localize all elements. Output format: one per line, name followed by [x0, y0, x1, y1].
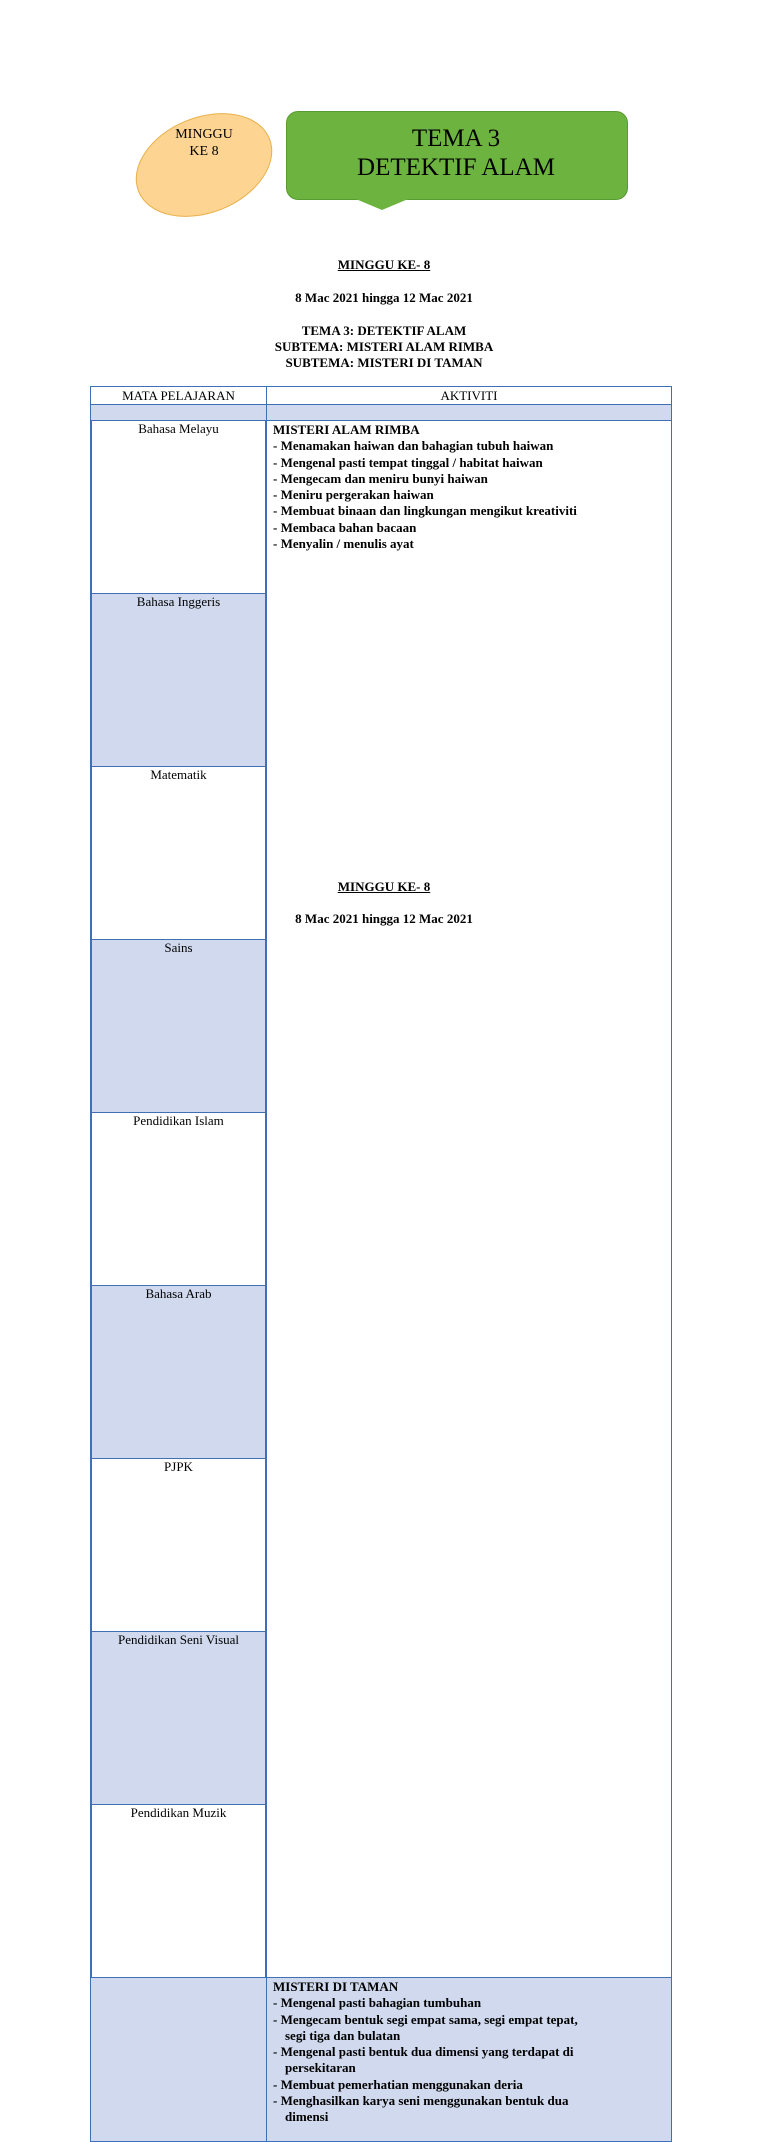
subject-label: Bahasa Arab [92, 1286, 266, 1459]
subject-list [91, 421, 266, 1977]
list-item: - Menghasilkan karya seni menggunakan bentuk dua dimensi [273, 2093, 569, 2125]
subject-label: Sains [92, 940, 266, 1113]
table-header-row [91, 387, 672, 405]
subject-label: Bahasa Melayu [92, 421, 266, 594]
list-item: - Membuat pemerhatian menggunakan deria [273, 2076, 523, 2092]
subject-label: Bahasa Inggeris [92, 594, 266, 767]
subject-item [92, 1459, 266, 1632]
subject-item [92, 940, 266, 1113]
theme-banner-line2: DETEKTIF ALAM [357, 154, 555, 181]
week-title: MINGGU KE- 8 [337, 257, 431, 272]
section-title: MISTERI ALAM RIMBA [273, 422, 420, 437]
date-range: 8 Mac 2021 hingga 12 Mac 2021 [295, 290, 473, 305]
activity-list [273, 438, 667, 552]
section-title: MISTERI DI TAMAN [273, 1979, 399, 1994]
list-item: - Mengecam bentuk segi empat sama, segi empat tepat, segi tiga dan bulatan [273, 2011, 578, 2043]
week-badge-line1: MINGGU [175, 127, 233, 142]
list-item: - Mengenal pasti bentuk dua dimensi yang terdapat di persekitaran [273, 2044, 574, 2076]
footer-week-title: MINGGU KE- 8 [337, 879, 431, 894]
list-item: - Menyalin / menulis ayat [273, 536, 414, 552]
list-item: - Mengecam dan meniru bunyi haiwan [273, 470, 488, 486]
table-row [91, 1978, 672, 2142]
spacer-cell [91, 405, 267, 421]
activity-cell-di-taman [267, 1978, 672, 2142]
list-item: - Meniru pergerakan haiwan [273, 487, 434, 503]
week-badge-shape [120, 94, 288, 236]
subject-label: Pendidikan Islam [92, 1113, 266, 1286]
activity-table [90, 386, 672, 2142]
subtheme-1: SUBTEMA: MISTERI ALAM RIMBA [274, 339, 494, 354]
header-activity: AKTIVITI [267, 387, 672, 405]
list-item: - Membaca bahan bacaan [273, 519, 417, 535]
subtheme-2: SUBTEMA: MISTERI DI TAMAN [285, 355, 483, 370]
subject-item [92, 421, 266, 594]
theme-banner-line1: TEMA 3 [411, 125, 501, 152]
list-item: - Membuat binaan dan lingkungan mengikut kreativiti [273, 503, 577, 519]
theme-line: TEMA 3: DETEKTIF ALAM [301, 323, 467, 338]
list-item: - Menamakan haiwan dan bahagian tubuh haiwan [273, 438, 554, 454]
footer-date-range: 8 Mac 2021 hingga 12 Mac 2021 [295, 911, 473, 926]
header-subject: MATA PELAJARAN [91, 387, 267, 405]
list-item: - Mengenal pasti tempat tinggal / habitat haiwan [273, 454, 543, 470]
subject-item [92, 1632, 266, 1805]
subject-label: Pendidikan Muzik [92, 1805, 266, 1978]
subject-item [92, 594, 266, 767]
subject-cell [91, 421, 267, 1978]
theme-banner [286, 124, 626, 182]
theme-banner-notch [351, 197, 413, 210]
table-row [91, 421, 672, 1978]
list-item: - Mengenal pasti bahagian tumbuhan [273, 1995, 482, 2011]
subject-label: Pendidikan Seni Visual [92, 1632, 266, 1805]
activity-cell-alam-rimba [267, 421, 672, 1978]
week-badge-line2: KE 8 [189, 144, 219, 159]
subject-label: PJPK [92, 1459, 266, 1632]
subject-item [92, 1805, 266, 1978]
subject-item [92, 1286, 266, 1459]
activity-list [273, 1995, 593, 2125]
subject-item [92, 1113, 266, 1286]
subject-cell-empty [91, 1978, 267, 2142]
subject-label: Matematik [92, 767, 266, 940]
spacer-cell [267, 405, 672, 421]
table-spacer-row [91, 405, 672, 421]
week-badge [150, 126, 258, 160]
